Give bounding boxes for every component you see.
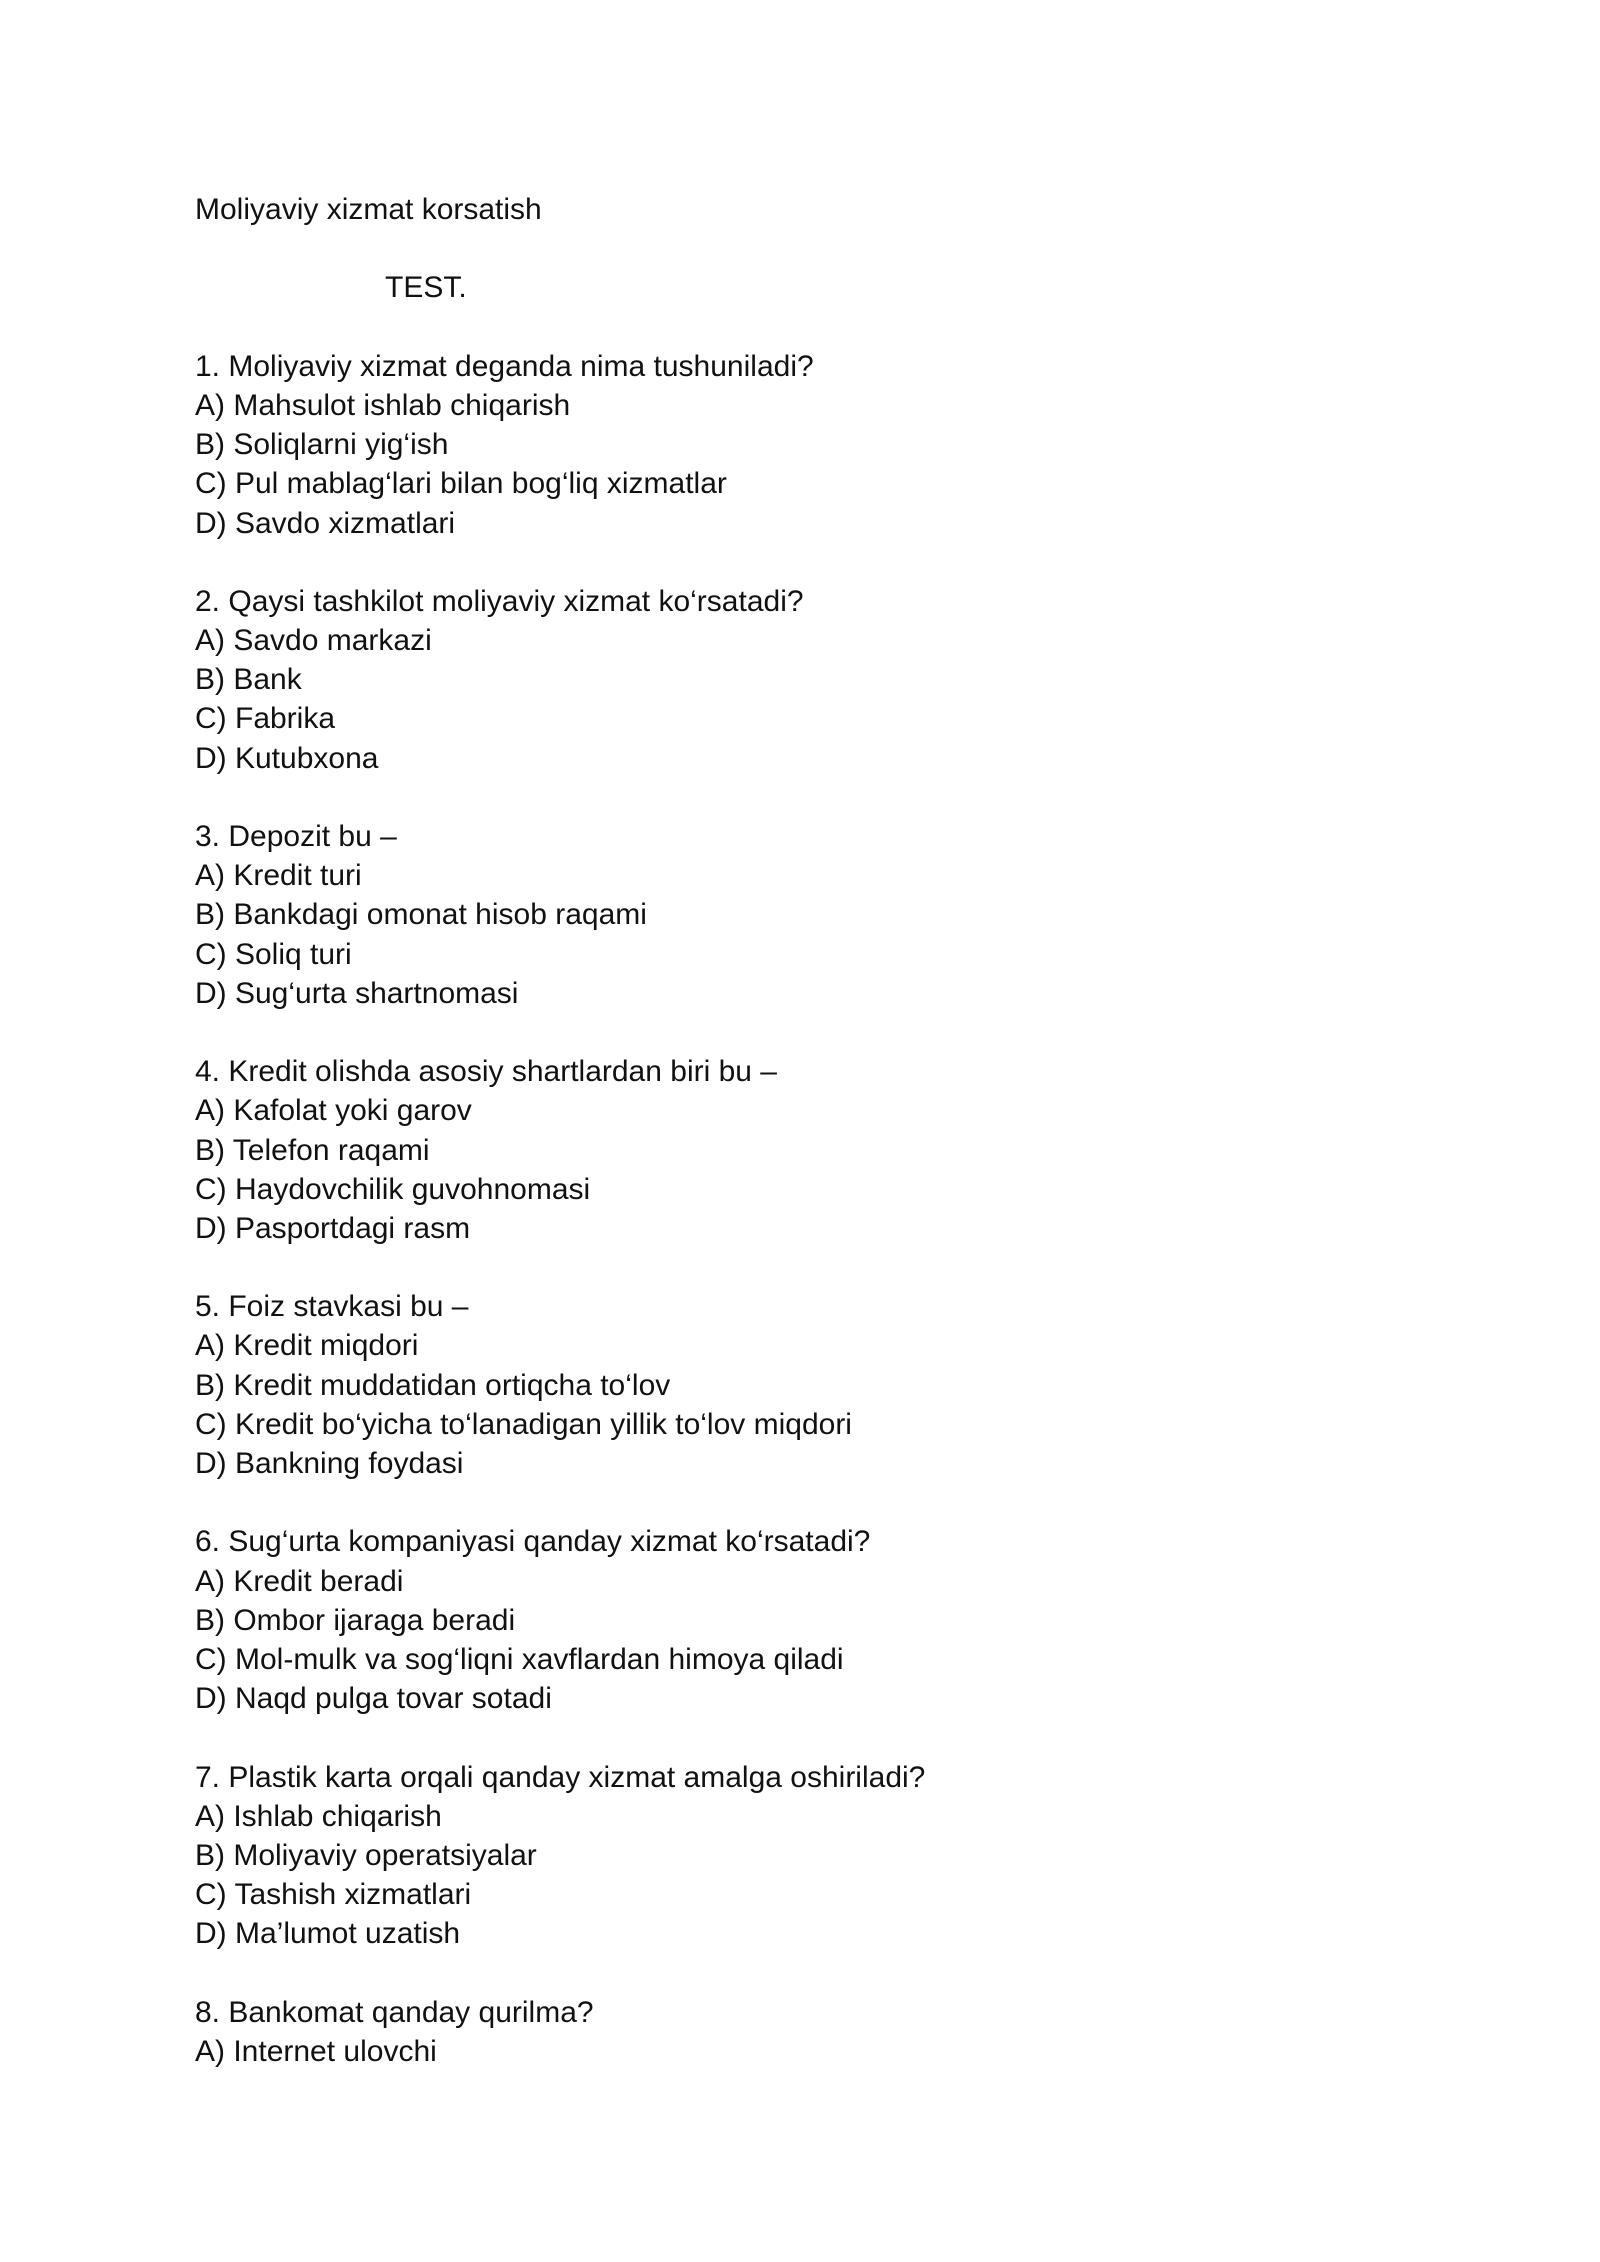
question-7 <box>195 1758 1395 1954</box>
question-text: 1. Moliyaviy xizmat deganda nima tushuniladi? <box>195 349 814 383</box>
spacer <box>195 1718 1395 1757</box>
answer-option-d: D) Bankning foydasi <box>195 1447 464 1480</box>
document-content <box>195 190 1395 2071</box>
answer-option-a: A) Internet ulovchi <box>195 2034 437 2068</box>
answer-option-b: B) Soliqlarni yig‘ish <box>195 428 449 462</box>
answer-option-c: C) Tashish xizmatlari <box>195 1878 472 1912</box>
test-heading: TEST. <box>385 271 467 305</box>
question-4 <box>195 1052 1395 1248</box>
answer-option-b: B) Bank <box>195 663 302 697</box>
spacer <box>195 1013 1395 1052</box>
question-text: 6. Sug‘urta kompaniyasi qanday xizmat ko‘rsatadi? <box>195 1525 871 1559</box>
question-2 <box>195 582 1395 778</box>
question-1 <box>195 347 1395 543</box>
spacer <box>195 778 1395 817</box>
answer-option-d: D) Ma’lumot uzatish <box>195 1917 461 1951</box>
answer-option-c: C) Soliq turi <box>195 937 352 971</box>
question-text: 3. Depozit bu – <box>195 820 397 853</box>
answer-option-a: A) Kredit beradi <box>195 1564 404 1598</box>
document-title: Moliyaviy xizmat korsatish <box>195 193 542 226</box>
answer-option-a: A) Savdo markazi <box>195 624 432 658</box>
answer-option-d: D) Kutubxona <box>195 741 379 775</box>
spacer <box>195 308 1395 347</box>
question-text: 2. Qaysi tashkilot moliyaviy xizmat ko‘rsatadi? <box>195 584 804 618</box>
question-3 <box>195 817 1395 1013</box>
answer-option-c: C) Fabrika <box>195 702 336 736</box>
answer-option-c: C) Kredit bo‘yicha to‘lanadigan yillik to‘lov miqdori <box>195 1407 852 1441</box>
answer-option-d: D) Naqd pulga tovar sotadi <box>195 1682 552 1716</box>
answer-option-c: C) Pul mablag‘lari bilan bog‘liq xizmatlar <box>195 467 727 501</box>
spacer <box>195 229 1395 268</box>
question-text: 5. Foiz stavkasi bu – <box>195 1290 469 1324</box>
spacer <box>195 1953 1395 1992</box>
answer-option-a: A) Ishlab chiqarish <box>195 1799 442 1833</box>
answer-option-b: B) Moliyaviy operatsiyalar <box>195 1838 537 1872</box>
answer-option-a: A) Kafolat yoki garov <box>195 1094 472 1128</box>
answer-option-a: A) Kredit miqdori <box>195 1329 419 1363</box>
answer-option-a: A) Kredit turi <box>195 859 362 893</box>
answer-option-c: C) Mol-mulk va sog‘liqni xavflardan himoya qiladi <box>195 1642 844 1676</box>
question-text: 7. Plastik karta orqali qanday xizmat amalga oshiriladi? <box>195 1760 926 1794</box>
answer-option-b: B) Bankdagi omonat hisob raqami <box>195 898 647 932</box>
question-text: 4. Kredit olishda asosiy shartlardan biri bu – <box>195 1055 777 1089</box>
answer-option-c: C) Haydovchilik guvohnomasi <box>195 1172 591 1206</box>
answer-option-b: B) Telefon raqami <box>195 1133 430 1167</box>
question-8 <box>195 1993 1395 2071</box>
answer-option-b: B) Ombor ijaraga beradi <box>195 1603 516 1637</box>
question-6 <box>195 1522 1395 1718</box>
spacer <box>195 543 1395 582</box>
answer-option-b: B) Kredit muddatidan ortiqcha to‘lov <box>195 1368 671 1402</box>
answer-option-a: A) Mahsulot ishlab chiqarish <box>195 388 571 422</box>
question-text: 8. Bankomat qanday qurilma? <box>195 1995 594 2029</box>
spacer <box>195 1248 1395 1287</box>
answer-option-d: D) Pasportdagi rasm <box>195 1211 471 1245</box>
question-5 <box>195 1287 1395 1483</box>
answer-option-d: D) Savdo xizmatlari <box>195 506 456 540</box>
spacer <box>195 1483 1395 1522</box>
answer-option-d: D) Sug‘urta shartnomasi <box>195 976 519 1010</box>
